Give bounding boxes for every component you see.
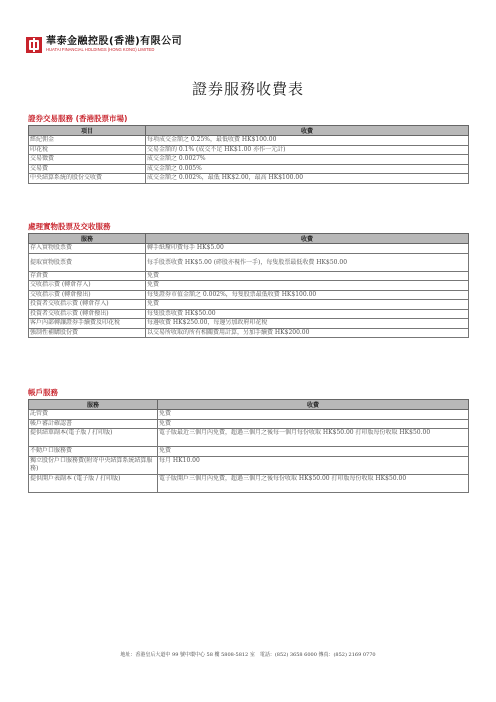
row-label: 投資者交收指示費 (轉倉撥出) [29, 309, 146, 319]
table-header-row [29, 126, 469, 136]
company-name-en: HUATAI FINANCIAL HOLDINGS (HONG KONG) LIMITED [46, 47, 155, 52]
row-fee: 免費 [158, 447, 469, 457]
table-row [29, 474, 469, 492]
table-row [29, 447, 469, 457]
row-label: 經紀佣金 [29, 136, 146, 146]
row-label: 存倉費 [29, 271, 146, 281]
document-title: 證券服務收費表 [191, 80, 304, 98]
table-row [29, 145, 469, 155]
company-logo-icon [26, 37, 42, 53]
table-row [29, 319, 469, 329]
row-fee: 電子版最近三個月內免費，超過三個月之後每一個月每份收取 HK$50.00 打印版每份收取 HK$50.00 [158, 429, 469, 447]
row-fee: 免費 [158, 419, 469, 429]
row-fee: 免費 [146, 281, 469, 291]
settlement-fees-table [28, 233, 469, 338]
row-label: 中央結算系統的股份交收費 [29, 174, 146, 184]
table-row [29, 456, 469, 474]
company-name [46, 36, 182, 53]
row-fee: 成交金額之 0.005% [146, 164, 469, 174]
footer-address: 地址：香港皇后大道中 99 號中環中心 58 樓 5808-5812 室 電話：(852) 3658 6000 傳真：(852) 2169 0770 [120, 652, 376, 658]
row-fee: 每隻證券市值金額之 0.002%，每隻股票最低收費 HK$100.00 [146, 290, 469, 300]
table-row [29, 253, 469, 271]
table-row [29, 281, 469, 291]
company-name-cn: 華泰金融控股(香港)有限公司 [46, 36, 183, 47]
row-label: 投資者交收指示費 (轉倉存入) [29, 300, 146, 310]
row-label: 帳戶審計確認書 [29, 419, 158, 429]
row-fee: 免費 [146, 300, 469, 310]
table-row [29, 419, 469, 429]
company-header [26, 36, 182, 53]
account-fees-table [28, 399, 469, 493]
column-header-fee: 收費 [146, 126, 469, 136]
table-row [29, 155, 469, 165]
row-label: 獨立股份戶口服務費(附寄中央結算系統結算服務) [29, 456, 158, 474]
table-row [29, 410, 469, 420]
column-header-fee: 收費 [146, 234, 469, 244]
section-title-trading: 證券交易服務 (香港股票市場) [28, 114, 128, 123]
section-title-account: 帳戶服務 [28, 388, 58, 397]
table-header-row [29, 234, 469, 244]
column-header-service: 服務 [29, 400, 158, 410]
section-title-settlement: 處理實物股票及交收服務 [28, 222, 111, 231]
row-fee: 以交易所收取的所有相關費用計算，另加手續費 HK$200.00 [146, 328, 469, 338]
row-label: 存入實物股票費 [29, 244, 146, 254]
row-fee: 每隻股票收費 HK$50.00 [146, 309, 469, 319]
row-label: 強制性補購股份費 [29, 328, 146, 338]
row-fee: 每月 HK10.00 [158, 456, 469, 474]
row-label: 提供結單副本(電子版 / 打印版) [29, 429, 158, 447]
row-fee: 每邊收費 HK$250.00，每邊另加政府印花稅 [146, 319, 469, 329]
table-row [29, 429, 469, 447]
row-fee: 成交金額之 0.002%，最低 HK$2.00，最高 HK$100.00 [146, 174, 469, 184]
row-label: 交收指示費 (轉倉撥出) [29, 290, 146, 300]
column-header-item: 項目 [29, 126, 146, 136]
row-fee: 成交金額之 0.0027% [146, 155, 469, 165]
table-row [29, 164, 469, 174]
row-label: 不動戶口服務費 [29, 447, 158, 457]
row-label: 交易徵費 [29, 155, 146, 165]
table-row [29, 300, 469, 310]
table-row [29, 309, 469, 319]
table-header-row [29, 400, 469, 410]
row-fee: 免費 [146, 271, 469, 281]
row-label: 交易費 [29, 164, 146, 174]
row-fee: 交易金額的 0.1% (成交不足 HK$1.00 亦作一元計) [146, 145, 469, 155]
row-label: 提供開戶表副本 (電子版 / 打印版) [29, 474, 158, 492]
row-fee: 每手股票收費 HK$5.00 (碎股亦視作一手)，每隻股票最低收費 HK$50.00 [146, 253, 469, 271]
table-row [29, 174, 469, 184]
table-row [29, 290, 469, 300]
table-row [29, 328, 469, 338]
row-fee: 電子版開戶三個月內免費，超過三個月之後每份收取 HK$50.00 打印版每份收取 HK$50.00 [158, 474, 469, 492]
row-label: 客戶內部轉讓證券手續費及印花稅 [29, 319, 146, 329]
row-label: 交收指示費 (轉倉存入) [29, 281, 146, 291]
row-fee: 每項成交金額之 0.25%，最低收費 HK$100.00 [146, 136, 469, 146]
table-row [29, 271, 469, 281]
trading-fees-table [28, 125, 469, 184]
row-label: 印花稅 [29, 145, 146, 155]
table-row [29, 136, 469, 146]
row-fee: 免費 [158, 410, 469, 420]
column-header-fee: 收費 [158, 400, 469, 410]
column-header-service: 服務 [29, 234, 146, 244]
row-label: 提取實物股票費 [29, 253, 146, 271]
row-fee: 轉手紙釐印費每手 HK$5.00 [146, 244, 469, 254]
row-label: 託管費 [29, 410, 158, 420]
table-row [29, 244, 469, 254]
